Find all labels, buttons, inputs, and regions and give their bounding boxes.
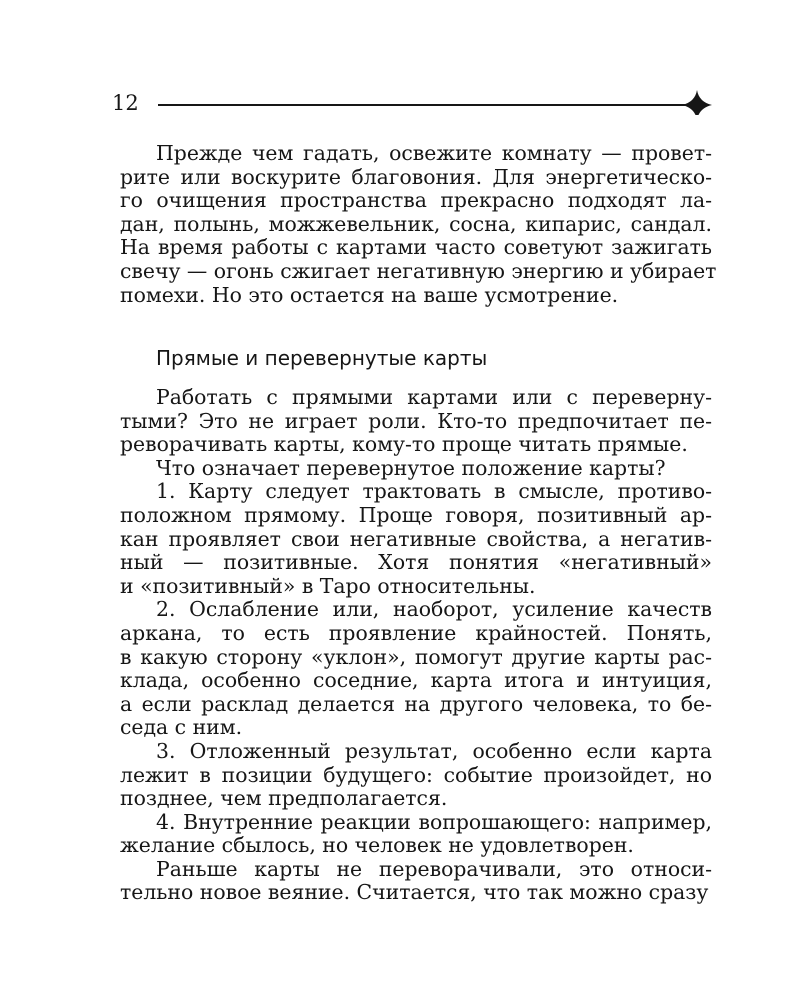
text-line: лежит в позиции будущего: событие произойдет, но [120,762,712,787]
intro-paragraph [120,141,717,307]
text-line: кан проявляет свои негативные свойства, а негатив- [120,526,712,551]
text-line: На время работы с картами часто советуют зажигать [120,235,712,260]
text-line: Раньше карты не переворачивали, это относи- [156,856,712,881]
paragraph [120,457,712,481]
paragraph [120,141,717,307]
paragraph [120,811,712,858]
text-line: рите или воскурите благовония. Для энергетическо- [120,164,712,189]
text-line: 4. Внутренние реакции вопрошающего: например, [156,809,712,834]
text-line: 2. Ослабление или, наоборот, усиление качеств [156,597,712,622]
header-rule [112,85,717,115]
text-line: 3. Отложенный результат, особенно если карта [156,738,712,763]
paragraph [120,598,712,740]
page-number: 12 [112,91,139,115]
text-line: тельно новое веяние. Считается, что так можно сразу [120,880,709,905]
text-line: и «позитивный» в Таро относительны. [120,573,536,598]
text-line: 1. Карту следует трактовать в смысле, противо- [156,479,712,504]
text-line: аркана, то есть проявление крайностей. Понять, [120,620,712,645]
text-line: ный — позитивные. Хотя понятия «негативный» [120,550,712,575]
section-heading: Прямые и перевернутые карты [156,346,488,370]
text-line: свечу — огонь сжигает негативную энергию и убирает [120,258,717,283]
text-line: тыми? Это не играет роли. Кто-то предпочитает пе- [120,408,712,433]
text-line: Прежде чем гадать, освежите комнату — провет- [156,141,712,165]
paragraph [120,480,712,598]
text-line: помехи. Но это остается на ваше усмотрение. [120,282,619,307]
text-line: Что означает перевернутое положение карты? [156,455,666,480]
text-line: реворачивать карты, кому-то проще читать прямые. [120,432,688,457]
paragraph [120,858,712,905]
text-line: дан, полынь, можжевельник, сосна, кипарис, сандал. [120,211,712,236]
text-line: а если расклад делается на другого человека, то бе- [120,691,712,716]
four-point-star-icon [682,90,712,115]
paragraph [120,740,712,811]
text-line: желание сбылось, но человек не удовлетворен. [120,833,634,858]
paragraph [120,386,712,457]
text-line: в какую сторону «уклон», помогут другие карты рас- [120,644,712,669]
text-line: позднее, чем предполагается. [120,786,448,811]
text-line: го очищения пространства прекрасно подходят ла- [120,188,712,213]
text-line: седа с ним. [120,715,243,740]
text-line: клада, особенно соседние, карта итога и интуиция, [120,668,712,693]
page-header [112,85,717,115]
text-line: Работать с прямыми картами или с переверну- [156,385,712,409]
section-body [120,386,712,905]
text-line: положном прямому. Проще говоря, позитивный ар- [120,502,712,527]
